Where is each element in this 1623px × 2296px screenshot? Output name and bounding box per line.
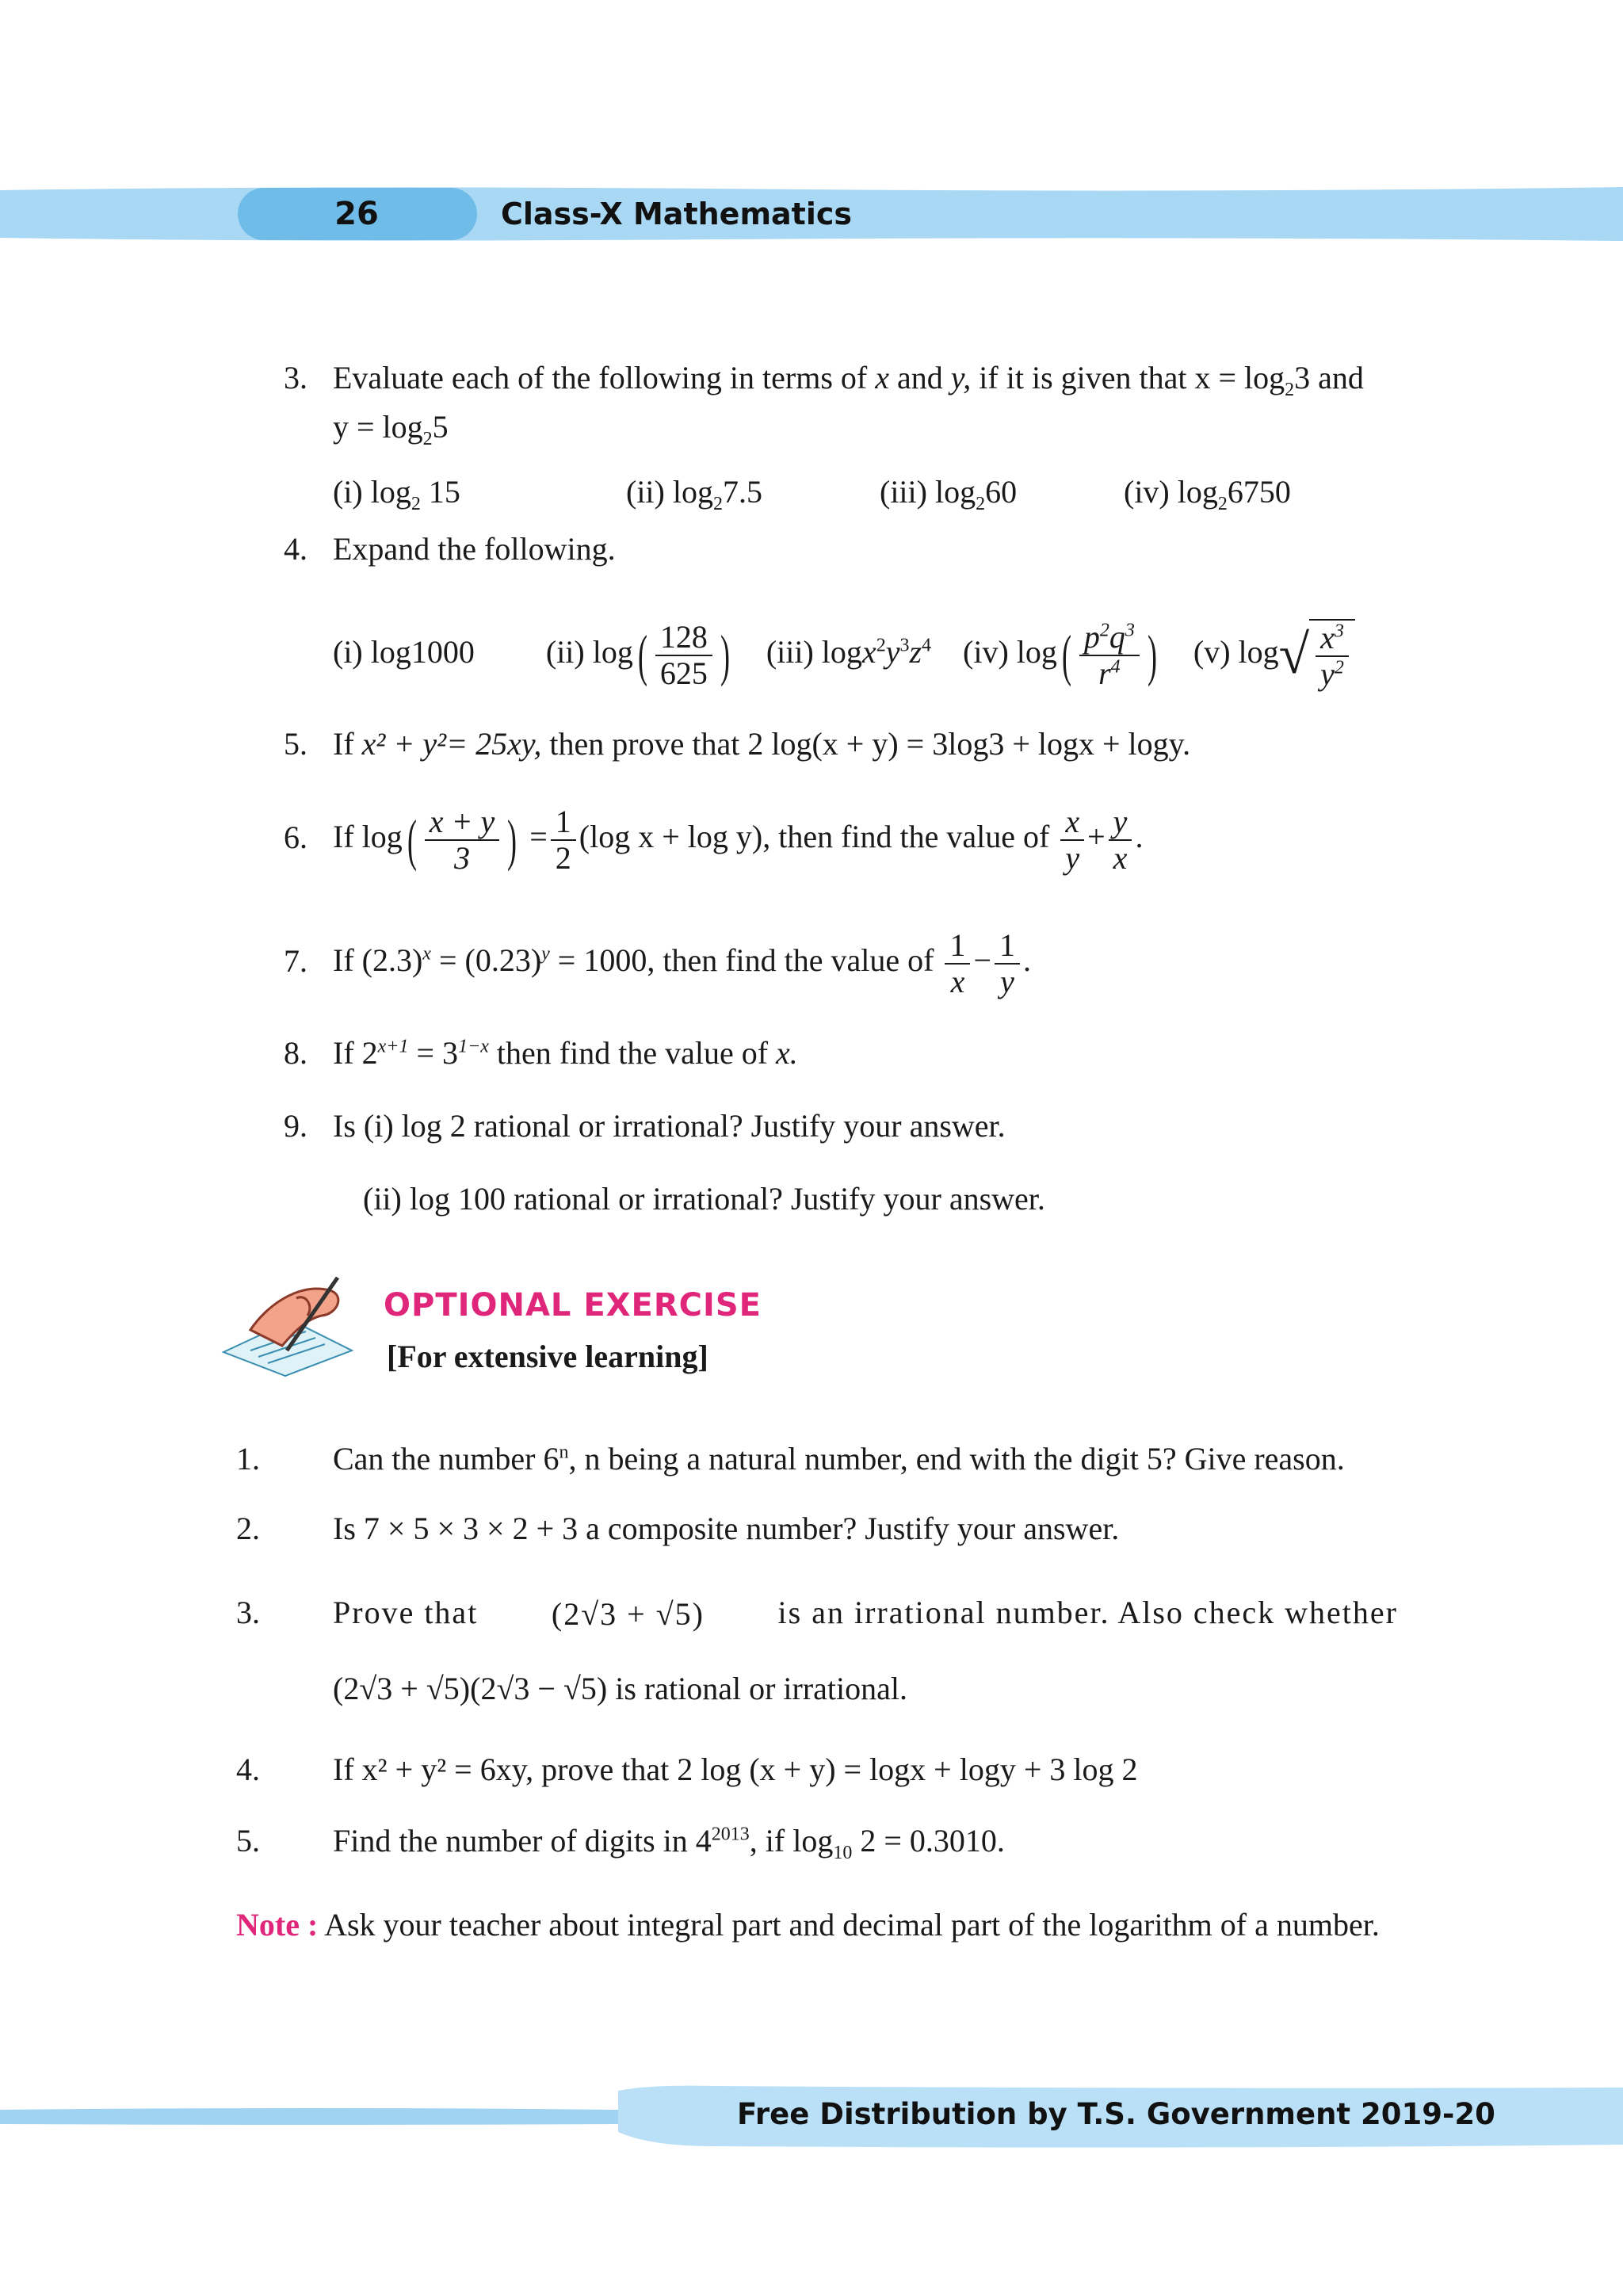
oq1-text-b: , n being a natural number, end with the digit 5? Give reason.	[568, 1441, 1345, 1477]
period: .	[1135, 819, 1144, 854]
var-z: z	[909, 634, 922, 670]
question-number: 1.	[236, 1441, 260, 1477]
log-base: 2	[713, 494, 723, 514]
fraction-denominator: 625	[659, 655, 708, 691]
oq3-expr2b-text: 2√3 − √5	[480, 1671, 597, 1706]
fraction-numerator: 1	[551, 804, 576, 841]
question-number: 5.	[236, 1823, 260, 1859]
q6-if-log: If log	[333, 819, 403, 854]
optional-exercise-subtitle: [For extensive learning]	[387, 1339, 708, 1374]
fraction	[945, 928, 970, 999]
question-number: 3.	[236, 1595, 260, 1630]
log-label: log	[370, 474, 411, 510]
fraction-numerator: 128	[655, 620, 712, 656]
question-number: 2.	[236, 1511, 260, 1546]
var-y: y	[885, 634, 900, 670]
log-base: 2	[976, 494, 986, 514]
var-y: y	[1320, 655, 1335, 692]
equals: =	[529, 819, 548, 854]
eq-y-arg: 5	[432, 409, 449, 445]
q7-then: = 1000, then find the value of	[557, 942, 934, 978]
question-3-line2	[333, 407, 449, 447]
exponent: 4	[1110, 656, 1121, 678]
fraction-denominator: 2	[555, 839, 571, 876]
q7-if: If (2.3)	[333, 942, 423, 978]
eq-x-base: 2	[1285, 380, 1295, 400]
question-number: 7.	[284, 943, 307, 979]
var-x: x	[875, 360, 889, 395]
exponent: n	[559, 1442, 569, 1463]
oq5-text-c: 2 = 0.3010.	[852, 1823, 1005, 1859]
fraction-denominator: y	[1000, 963, 1014, 999]
footer-text: Free Distribution by T.S. Government 2019-20	[737, 2097, 1495, 2131]
fraction-denominator: x	[950, 963, 965, 999]
question-number: 8.	[284, 1035, 307, 1071]
exponent: 4	[922, 635, 932, 656]
optional-exercise-title: OPTIONAL EXERCISE	[384, 1287, 762, 1324]
optional-question-4: If x² + y² = 6xy, prove that 2 log (x + y) = logx + logy + 3 log 2	[333, 1752, 1138, 1787]
fraction	[1109, 804, 1132, 876]
optional-question-2: Is 7 × 5 × 3 × 2 + 3 a composite number? Justify your answer.	[333, 1511, 1120, 1546]
fraction	[995, 928, 1020, 999]
log-label: log	[934, 474, 976, 510]
oq5-text-a: Find the number of digits in 4	[333, 1823, 712, 1859]
question-number: 6.	[284, 819, 307, 855]
oq3-expr2a: (2√3 + √5)	[333, 1671, 471, 1706]
part-label: (iii)	[880, 474, 927, 510]
fraction-numerator: 1	[945, 928, 970, 965]
fraction	[1060, 804, 1084, 876]
question-7-text	[333, 913, 1031, 1008]
q6-rhs: (log x + log y)	[579, 819, 763, 854]
q4-part-ii-label: (ii) log	[545, 634, 633, 670]
fraction-numerator	[1316, 621, 1349, 657]
header-title: Class-X Mathematics	[501, 197, 853, 231]
part-label: (iv)	[1124, 474, 1170, 510]
log-base: 10	[833, 1843, 853, 1863]
question-number: 5.	[284, 726, 307, 762]
log-arg: 7.5	[723, 474, 762, 510]
oq3-expr: (2√3 + √5)	[551, 1596, 705, 1632]
right-paren-icon: )	[507, 808, 517, 872]
exponent: 3	[899, 635, 910, 656]
fraction	[1316, 621, 1349, 692]
var-q: q	[1109, 618, 1125, 655]
log-arg: 6750	[1227, 474, 1291, 510]
q7-mid: = (0.23)	[438, 942, 542, 978]
q3-and: and	[896, 360, 943, 395]
plus: +	[1087, 819, 1106, 854]
fraction-denominator	[1079, 656, 1140, 691]
fraction-denominator: x	[1113, 839, 1128, 876]
fraction-numerator: 1	[995, 928, 1020, 965]
oq3-text-b: is an irrational number. Also check whether	[777, 1595, 1398, 1630]
log-arg: 60	[985, 474, 1018, 510]
eq-x-arg: 3 and	[1294, 360, 1364, 395]
fraction	[1079, 620, 1140, 691]
eq-y: y = log	[333, 409, 423, 445]
question-number: 4.	[284, 531, 307, 567]
note	[236, 1905, 1380, 1945]
optional-question-3-line1	[333, 1593, 1398, 1636]
minus: −	[973, 942, 992, 978]
q4-part-i: (i) log1000	[333, 634, 475, 670]
var-x: x	[861, 634, 876, 670]
q4-part-v-label: (v) log	[1193, 634, 1279, 670]
note-label: Note :	[236, 1907, 319, 1943]
q8-then: then find the value of	[496, 1035, 769, 1071]
eq-y-base: 2	[422, 429, 433, 449]
exponent: 2	[876, 635, 886, 656]
question-3-text	[333, 358, 1364, 398]
fraction-numerator: x	[1060, 804, 1084, 841]
fraction	[425, 804, 500, 876]
var-y: y,	[950, 360, 972, 395]
oq1-text-a: Can the number 6	[333, 1441, 559, 1477]
fraction	[655, 620, 712, 691]
question-6-text	[333, 789, 1143, 884]
right-paren-icon: )	[1147, 623, 1157, 687]
left-paren-icon: (	[407, 808, 417, 872]
exponent: 2	[1099, 620, 1109, 641]
q3-text-b: if it is given that	[979, 360, 1187, 395]
question-number: 3.	[284, 360, 307, 395]
page-number: 26	[334, 196, 379, 232]
fraction-denominator: 3	[454, 839, 470, 876]
left-paren-icon: (	[637, 623, 647, 687]
q5-mid: then prove that	[549, 726, 740, 762]
writing-hand-icon	[219, 1274, 358, 1377]
fraction-numerator	[1079, 620, 1140, 656]
q5-rhs: 2 log(x + y) = 3log3 + logx + logy.	[747, 726, 1191, 762]
question-9-part2: (ii) log 100 rational or irrational? Justify your answer.	[363, 1181, 1045, 1217]
exponent: 2	[1334, 657, 1344, 678]
exponent: 3	[1334, 621, 1344, 642]
oq5-text-b: , if log	[749, 1823, 834, 1859]
sqrt-radicand	[1309, 619, 1355, 692]
q4-part-iv-label: (iv) log	[963, 634, 1057, 670]
exponent: 1−x	[458, 1036, 489, 1057]
log-base: 2	[411, 494, 421, 514]
left-paren-icon: (	[1061, 623, 1071, 687]
fraction-numerator: y	[1109, 804, 1132, 841]
exponent: x+1	[377, 1036, 409, 1057]
q6-then: , then find the value of	[762, 819, 1050, 854]
optional-question-5	[333, 1821, 1005, 1861]
var-r: r	[1098, 655, 1111, 691]
exponent: y	[541, 943, 550, 965]
optional-question-3-line2	[333, 1669, 907, 1709]
period: .	[1023, 942, 1032, 978]
part-label: (i)	[333, 474, 363, 510]
eq-x: x = log	[1194, 360, 1285, 395]
var-x: x	[1320, 619, 1335, 655]
fraction-denominator: y	[1065, 839, 1080, 876]
q8-mid: = 3	[416, 1035, 459, 1071]
q4-part-iii-label: (iii) log	[766, 634, 862, 670]
oq3-expr2b: (2√3 − √5)	[470, 1671, 608, 1706]
part-label: (ii)	[626, 474, 665, 510]
q5-lhs: x² + y²= 25xy,	[361, 726, 542, 762]
question-number: 9.	[284, 1108, 307, 1144]
oq3-expr-text: 2√3 + √5	[563, 1596, 693, 1632]
log-label: log	[1177, 474, 1218, 510]
question-5-text	[333, 724, 1190, 764]
sqrt-icon: √	[1278, 624, 1310, 686]
q3-part-i	[333, 472, 460, 512]
q3-part-iii	[880, 472, 1017, 512]
fraction	[551, 804, 576, 876]
log-base: 2	[1217, 494, 1228, 514]
fraction-denominator	[1316, 657, 1349, 692]
var-x: x.	[776, 1035, 798, 1071]
oq3-text-c: is rational or irrational.	[615, 1671, 908, 1706]
q3-part-iv	[1124, 472, 1291, 512]
q3-text-a: Evaluate each of the following in terms of	[333, 360, 868, 395]
optional-question-1	[333, 1439, 1345, 1479]
fraction-numerator: x + y	[425, 804, 500, 841]
exponent: 3	[1125, 620, 1135, 641]
log-arg: 15	[428, 474, 460, 510]
question-number: 4.	[236, 1752, 260, 1787]
q3-part-ii	[626, 472, 762, 512]
q8-if: If 2	[333, 1035, 378, 1071]
oq3-text-a: Prove that	[333, 1595, 479, 1630]
question-8-text	[333, 1033, 798, 1073]
exponent: 2013	[711, 1824, 750, 1845]
q5-if: If	[333, 726, 354, 762]
exponent: x	[422, 943, 431, 965]
question-4-parts	[333, 601, 1355, 704]
question-9-part1: Is (i) log 2 rational or irrational? Justify your answer.	[333, 1108, 1006, 1144]
question-4-text: Expand the following.	[333, 531, 616, 567]
note-text: Ask your teacher about integral part and decimal part of the logarithm of a number.	[324, 1907, 1380, 1943]
var-p: p	[1083, 618, 1100, 655]
right-paren-icon: )	[720, 623, 730, 687]
oq3-expr2a-text: 2√3 + √5	[343, 1671, 460, 1706]
log-label: log	[672, 474, 713, 510]
